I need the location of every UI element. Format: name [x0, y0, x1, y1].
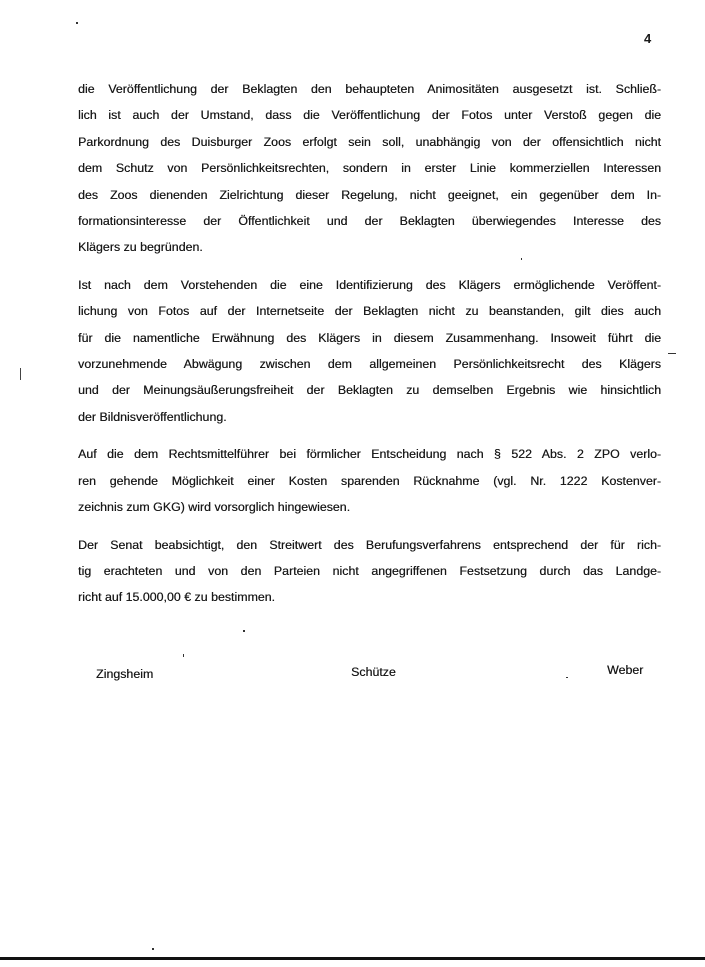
signature-name: Schütze	[351, 665, 396, 679]
scan-speck	[183, 654, 184, 657]
body-text	[78, 76, 661, 611]
scan-speck	[668, 353, 676, 354]
text-line: der Bildnisveröffentlichung.	[78, 409, 227, 424]
scan-speck	[521, 258, 522, 260]
paragraph-4	[78, 532, 661, 611]
text-line: zeichnis zum GKG) wird vorsorglich hingewiesen.	[78, 500, 351, 515]
text-line: vorzunehmende Abwägung zwischen dem allgemeinen Persönlichkeitsrecht des Klägers	[78, 357, 661, 372]
scan-margin-mark	[20, 368, 21, 380]
signature-name: Weber	[607, 663, 644, 677]
scan-speck	[152, 948, 154, 950]
paragraph-3	[78, 441, 661, 520]
text-line: tig erachteten und von den Parteien nicht angegriffenen Festsetzung durch das Landge-	[78, 563, 661, 578]
text-line: Ist nach dem Vorstehenden die eine Identifizierung des Klägers ermöglichende Veröffent-	[78, 277, 661, 292]
text-line: ren gehende Möglichkeit einer Kosten sparenden Rücknahme (vgl. Nr. 1222 Kostenver-	[78, 473, 661, 488]
scan-edge-line	[0, 957, 705, 960]
paragraph-gap	[78, 521, 661, 532]
text-line: Der Senat beabsichtigt, den Streitwert des Berufungsverfahrens entsprechend der für rich-	[78, 537, 661, 552]
text-line: des Zoos dienenden Zielrichtung dieser Regelung, nicht geeignet, ein gegenüber dem In-	[78, 187, 661, 202]
signature-block	[0, 663, 705, 683]
signature-name: Zingsheim	[96, 667, 154, 681]
text-line: Klägers zu begründen.	[78, 240, 203, 255]
text-line: Auf die dem Rechtsmittelführer bei förmlicher Entscheidung nach § 522 Abs. 2 ZPO verlo-	[78, 447, 661, 462]
page-number: 4	[644, 31, 652, 46]
text-line: formationsinteresse der Öffentlichkeit und der Beklagten überwiegendes Interesse des	[78, 214, 661, 229]
paragraph-gap	[78, 430, 661, 441]
text-line: und der Meinungsäußerungsfreiheit der Beklagten zu demselben Ergebnis wie hinsichtlich	[78, 383, 661, 398]
scan-speck	[243, 630, 245, 632]
text-line: die Veröffentlichung der Beklagten den behaupteten Animositäten ausgesetzt ist. Schließ-	[78, 82, 661, 96]
paragraph-gap	[78, 261, 661, 272]
scan-speck	[76, 22, 78, 24]
text-line: Parkordnung des Duisburger Zoos erfolgt sein soll, unabhängig von der offensichtlich nicht	[78, 134, 661, 149]
text-line: lich ist auch der Umstand, dass die Veröffentlichung der Fotos unter Verstoß gegen die	[78, 108, 661, 123]
text-line: für die namentliche Erwähnung des Klägers in diesem Zusammenhang. Insoweit führt die	[78, 330, 661, 345]
text-line: richt auf 15.000,00 € zu bestimmen.	[78, 590, 275, 605]
text-line: lichung von Fotos auf der Internetseite der Beklagten nicht zu beanstanden, gilt dies auch	[78, 304, 661, 319]
scan-speck	[566, 677, 568, 678]
paragraph-1	[78, 76, 661, 261]
text-line: dem Schutz von Persönlichkeitsrechten, sondern in erster Linie kommerziellen Interessen	[78, 161, 661, 176]
paragraph-2	[78, 272, 661, 430]
